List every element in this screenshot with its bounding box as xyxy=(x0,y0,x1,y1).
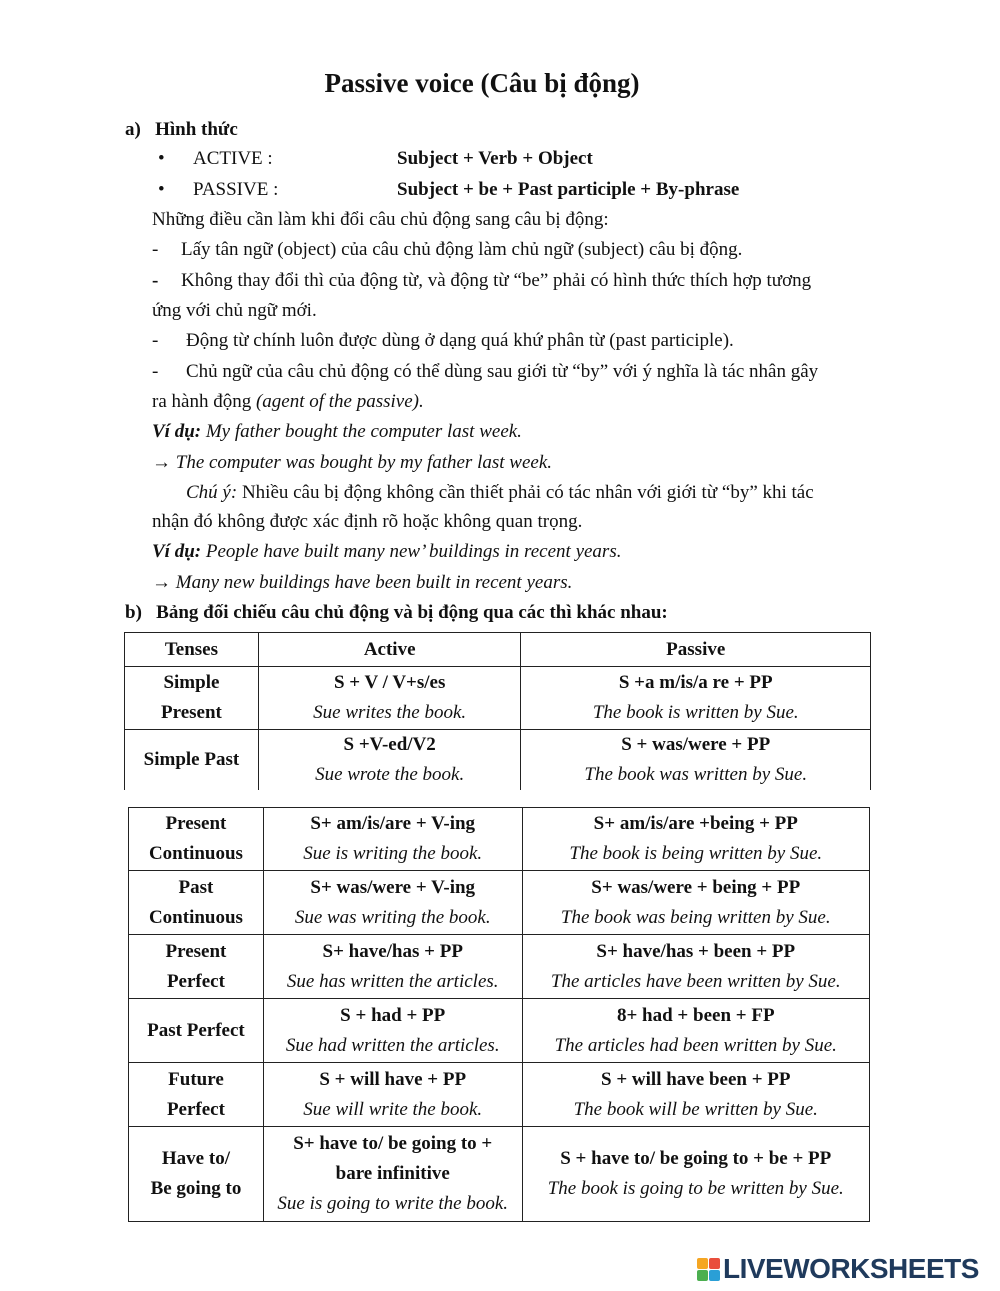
liveworksheets-logo xyxy=(697,1253,979,1285)
active-formula: S+ am/is/are + V-ing xyxy=(310,813,476,834)
bullet-active-formula: Subject + Verb + Object xyxy=(397,148,593,169)
passive-formula: S+ have/has + been + PP xyxy=(596,940,796,962)
example-sentence: People have built many new’ buildings in recent years. xyxy=(205,541,622,562)
active-formula: S + V / V+s/es xyxy=(333,672,446,693)
passive-formula: S + was/were + PP xyxy=(621,734,771,755)
tense-line: Present xyxy=(165,813,227,834)
passive-example: The book is written by Sue. xyxy=(592,702,799,723)
logo-tile xyxy=(709,1270,720,1281)
table-row xyxy=(129,871,870,935)
tense-cell xyxy=(129,871,264,935)
section-b-heading xyxy=(125,602,668,624)
header-tenses: Tenses xyxy=(125,633,259,667)
rule-1: Lấy tân ngữ (object) của câu chủ động làm chủ ngữ (subject) câu bị động. xyxy=(181,239,743,260)
passive-formula: S + have to/ be going to + be + PP xyxy=(560,1148,832,1169)
passive-example: The articles have been written by Sue. xyxy=(550,970,841,992)
active-cell xyxy=(263,1063,522,1127)
passive-example: The book is being written by Sue. xyxy=(569,843,823,864)
active-cell xyxy=(263,871,522,935)
rule-2-continued: ứng với chủ ngữ mới. xyxy=(152,300,317,321)
tense-line: Have to/ xyxy=(161,1148,230,1169)
table-row xyxy=(125,730,871,791)
tense-line: Past xyxy=(178,876,214,898)
active-cell xyxy=(263,808,522,871)
example-label: Ví dụ: xyxy=(152,541,202,562)
active-example: Sue will write the book. xyxy=(303,1098,483,1120)
bullet-passive xyxy=(158,179,165,201)
header-active: Active xyxy=(258,633,521,667)
passive-formula: S+ am/is/are +being + PP xyxy=(593,813,798,834)
active-example: Sue has written the articles. xyxy=(286,970,499,992)
note xyxy=(186,482,814,504)
example-2-result: → Many new buildings have been built in recent years. xyxy=(152,572,573,593)
section-a-heading xyxy=(125,119,238,141)
section-b-marker: b) xyxy=(125,602,142,623)
tense-cell xyxy=(129,935,264,999)
passive-example: The book was written by Sue. xyxy=(584,764,808,785)
active-example: Sue writes the book. xyxy=(313,702,467,723)
active-cell xyxy=(263,935,522,999)
active-example: Sue is writing the book. xyxy=(303,843,483,864)
passive-example: The book is going to be written by Sue. xyxy=(547,1178,844,1199)
active-example: Sue had written the articles. xyxy=(285,1034,500,1056)
rule-dash: - xyxy=(152,330,159,351)
active-cell xyxy=(263,999,522,1063)
bullet-passive-label: PASSIVE : xyxy=(193,179,279,200)
bullet-active-label: ACTIVE : xyxy=(193,148,273,169)
tense-line: Future xyxy=(168,1068,224,1090)
logo-tile xyxy=(697,1258,708,1269)
tense-cell xyxy=(129,1063,264,1127)
bullet-passive-formula: Subject + be + Past participle + By-phrase xyxy=(397,179,740,200)
passive-example: The articles had been written by Sue. xyxy=(554,1034,837,1056)
rule-2: Không thay đổi thì của động từ, và động từ “be” phải có hình thức thích hợp tương xyxy=(181,270,812,291)
active-cell xyxy=(258,667,521,730)
section-a-marker: a) xyxy=(125,119,141,140)
tense-line: Simple Past xyxy=(143,749,240,770)
passive-formula: S +a m/is/a re + PP xyxy=(618,672,773,693)
tense-line: Perfect xyxy=(166,970,225,992)
note-text: Nhiều câu bị động không cần thiết phải có tác nhân với giới từ “by” khi tác xyxy=(241,482,814,503)
table-row xyxy=(129,935,870,999)
passive-cell xyxy=(522,1127,869,1222)
section-b-title: Bảng đối chiếu câu chủ động và bị động qua các thì khác nhau: xyxy=(156,602,668,623)
section-a-title: Hình thức xyxy=(155,119,238,140)
active-example: Sue was writing the book. xyxy=(294,906,491,928)
comparison-table-top xyxy=(124,632,871,790)
active-cell xyxy=(258,730,521,791)
example-1 xyxy=(152,421,522,443)
active-formula: S+ was/were + V-ing xyxy=(310,876,476,898)
tense-cell xyxy=(129,808,264,871)
tense-line: Continuous xyxy=(148,843,243,864)
table-row xyxy=(125,667,871,730)
active-formula: S + will have + PP xyxy=(319,1068,467,1090)
tense-line: Perfect xyxy=(166,1098,225,1120)
table-row xyxy=(129,999,870,1063)
note-label: Chú ý: xyxy=(186,482,238,503)
header-passive: Passive xyxy=(521,633,871,667)
comparison-table-bottom xyxy=(128,807,870,1222)
passive-cell xyxy=(521,667,871,730)
active-example: Sue wrote the book. xyxy=(315,764,465,785)
rule-3: Động từ chính luôn được dùng ở dạng quá khứ phân từ (past participle). xyxy=(186,330,734,351)
active-formula: S+ have to/ be going to + xyxy=(293,1133,493,1154)
tense-line: Past Perfect xyxy=(147,1019,245,1041)
example-label: Ví dụ: xyxy=(152,421,202,442)
active-cell xyxy=(263,1127,522,1222)
passive-cell xyxy=(522,808,869,871)
passive-formula: 8+ had + been + FP xyxy=(616,1004,775,1026)
note-continued: nhận đó không được xác định rõ hoặc không quan trọng. xyxy=(152,511,583,532)
passive-cell xyxy=(522,999,869,1063)
table-row xyxy=(129,1063,870,1127)
rule-4-cont-text: ra hành động xyxy=(152,391,252,412)
logo-tile xyxy=(709,1258,720,1269)
table-row xyxy=(129,808,870,871)
passive-cell xyxy=(522,935,869,999)
tense-cell xyxy=(125,730,259,791)
bullet-icon: • xyxy=(158,148,165,169)
rule-4: Chủ ngữ của câu chủ động có thể dùng sau giới từ “by” với ý nghĩa là tác nhân gây xyxy=(186,361,819,382)
table-row xyxy=(129,1127,870,1222)
tense-cell xyxy=(129,1127,264,1222)
page-title: Passive voice (Câu bị động) xyxy=(324,68,640,98)
logo-tile xyxy=(697,1270,708,1281)
rule-dash: - xyxy=(152,361,159,382)
intro-text: Những điều cần làm khi đổi câu chủ động sang câu bị động: xyxy=(152,209,609,230)
active-example: Sue is going to write the book. xyxy=(277,1193,509,1214)
passive-cell xyxy=(522,871,869,935)
tense-line: Present xyxy=(165,940,227,962)
passive-formula: S+ was/were + being + PP xyxy=(591,876,801,898)
tense-cell xyxy=(125,667,259,730)
passive-formula: S + will have been + PP xyxy=(601,1068,791,1090)
passive-cell xyxy=(521,730,871,791)
tense-line: Simple xyxy=(163,672,220,693)
tense-line: Present xyxy=(161,702,222,723)
logo-tiles-icon xyxy=(697,1258,720,1281)
active-formula: S+ have/has + PP xyxy=(322,940,463,962)
tense-cell xyxy=(129,999,264,1063)
example-1-result: → The computer was bought by my father last week. xyxy=(152,452,553,473)
bullet-active xyxy=(158,148,165,170)
active-formula: S +V-ed/V2 xyxy=(343,734,436,755)
bullet-icon: • xyxy=(158,179,165,200)
rule-dash: - xyxy=(152,239,159,260)
passive-example: The book was being written by Sue. xyxy=(560,906,831,928)
example-2 xyxy=(152,541,621,563)
passive-cell xyxy=(522,1063,869,1127)
table-header-row xyxy=(125,633,871,667)
rule-4-continued xyxy=(152,391,424,413)
example-sentence: My father bought the computer last week. xyxy=(205,421,522,442)
logo-text: LIVEWORKSHEETS xyxy=(723,1253,979,1284)
rule-dash: - xyxy=(152,270,159,291)
tense-line: Continuous xyxy=(148,906,243,928)
active-formula: S + had + PP xyxy=(340,1004,446,1026)
passive-example: The book will be written by Sue. xyxy=(573,1098,818,1120)
tense-line: Be going to xyxy=(150,1178,242,1199)
rule-4-cont-italic: (agent of the passive). xyxy=(255,391,424,412)
active-formula: bare infinitive xyxy=(335,1163,450,1184)
